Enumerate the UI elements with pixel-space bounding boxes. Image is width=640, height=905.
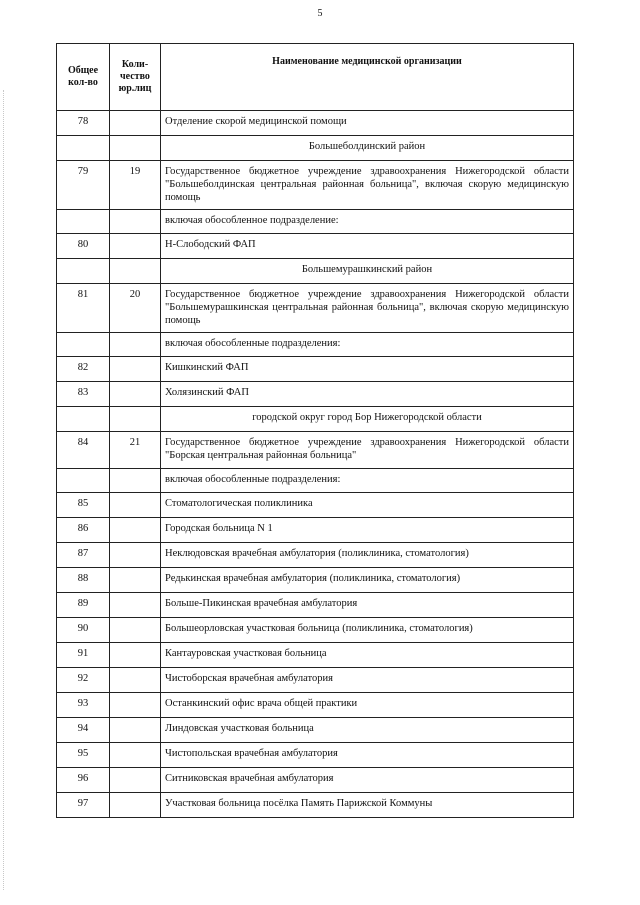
table-row [57, 469, 574, 493]
cell-organization-name: Государственное бюджетное учреждение здравоохранения Нижегородской области "Большеболдинская центральная районная больница", включая скорую медицинскую помощь [161, 161, 574, 210]
cell-legal-entities [110, 668, 161, 693]
cell-organization-name: Стоматологическая поликлиника [161, 493, 574, 518]
cell-total-count: 97 [57, 793, 110, 818]
table-row [57, 234, 574, 259]
cell-legal-entities [110, 357, 161, 382]
cell-total-count: 92 [57, 668, 110, 693]
cell-total-count: 79 [57, 161, 110, 210]
cell-total-count [57, 469, 110, 493]
page-number: 5 [317, 8, 323, 19]
table-row [57, 407, 574, 432]
cell-organization-name: Неклюдовская врачебная амбулатория (поликлиника, стоматология) [161, 543, 574, 568]
cell-organization-name: Государственное бюджетное учреждение здравоохранения Нижегородской области "Большемурашкинская центральная районная больница", включая скорую медицинскую помощь [161, 284, 574, 333]
cell-district-name: городской округ город Бор Нижегородской области [161, 407, 574, 432]
cell-legal-entities: 20 [110, 284, 161, 333]
table-row [57, 643, 574, 668]
cell-organization-name: Участковая больница посёлка Память Парижской Коммуны [161, 793, 574, 818]
table-row [57, 432, 574, 469]
cell-legal-entities: 21 [110, 432, 161, 469]
medical-organizations-table [56, 43, 574, 818]
cell-legal-entities [110, 111, 161, 136]
cell-legal-entities [110, 136, 161, 161]
cell-legal-entities [110, 469, 161, 493]
cell-legal-entities [110, 259, 161, 284]
cell-legal-entities [110, 743, 161, 768]
cell-total-count: 78 [57, 111, 110, 136]
cell-organization-name: Отделение скорой медицинской помощи [161, 111, 574, 136]
table-row [57, 793, 574, 818]
cell-organization-name: Н-Слободский ФАП [161, 234, 574, 259]
cell-total-count: 82 [57, 357, 110, 382]
scan-edge-mark [3, 90, 4, 890]
table-row [57, 768, 574, 793]
cell-total-count [57, 136, 110, 161]
cell-legal-entities [110, 407, 161, 432]
cell-organization-name: Останкинский офис врача общей практики [161, 693, 574, 718]
table-row [57, 718, 574, 743]
cell-total-count: 94 [57, 718, 110, 743]
cell-organization-name: Большеорловская участковая больница (поликлиника, стоматология) [161, 618, 574, 643]
table-row [57, 357, 574, 382]
header-legal-line-2: чество [120, 71, 150, 82]
table-row [57, 518, 574, 543]
cell-organization-name: Редькинская врачебная амбулатория (поликлиника, стоматология) [161, 568, 574, 593]
table-row [57, 743, 574, 768]
cell-district-name: Большеболдинский район [161, 136, 574, 161]
cell-total-count [57, 333, 110, 357]
cell-organization-name: Ситниковская врачебная амбулатория [161, 768, 574, 793]
table-row [57, 259, 574, 284]
header-legal-entities [110, 44, 161, 111]
table-body [57, 111, 574, 818]
table-row [57, 284, 574, 333]
header-row [57, 44, 574, 111]
table-row [57, 210, 574, 234]
cell-total-count: 83 [57, 382, 110, 407]
cell-legal-entities [110, 333, 161, 357]
cell-total-count: 88 [57, 568, 110, 593]
header-legal-line-1: Коли- [121, 59, 149, 70]
header-organization-name: Наименование медицинской организации [161, 44, 574, 111]
cell-legal-entities [110, 493, 161, 518]
table-row [57, 593, 574, 618]
cell-organization-name: Кантауровская участковая больница [161, 643, 574, 668]
header-total-line-1: Общее [67, 65, 99, 76]
cell-legal-entities [110, 793, 161, 818]
cell-organization-name: Городская больница N 1 [161, 518, 574, 543]
cell-legal-entities [110, 543, 161, 568]
cell-legal-entities [110, 568, 161, 593]
cell-total-count: 84 [57, 432, 110, 469]
cell-organization-name: включая обособленные подразделения: [161, 333, 574, 357]
header-legal-line-3: юр.лиц [118, 83, 152, 94]
table-row [57, 382, 574, 407]
table-row [57, 543, 574, 568]
table-row [57, 493, 574, 518]
cell-organization-name: Линдовская участковая больница [161, 718, 574, 743]
cell-legal-entities [110, 210, 161, 234]
cell-legal-entities [110, 718, 161, 743]
cell-organization-name: включая обособленные подразделения: [161, 469, 574, 493]
table-row [57, 333, 574, 357]
cell-total-count: 96 [57, 768, 110, 793]
header-total-count [57, 44, 110, 111]
cell-legal-entities [110, 234, 161, 259]
cell-legal-entities [110, 768, 161, 793]
cell-total-count [57, 259, 110, 284]
table-row [57, 618, 574, 643]
cell-total-count: 95 [57, 743, 110, 768]
table-header [57, 44, 574, 111]
table-row [57, 668, 574, 693]
cell-total-count: 91 [57, 643, 110, 668]
cell-total-count: 81 [57, 284, 110, 333]
cell-organization-name: Кишкинский ФАП [161, 357, 574, 382]
table-row [57, 136, 574, 161]
cell-legal-entities [110, 693, 161, 718]
cell-organization-name: включая обособленное подразделение: [161, 210, 574, 234]
cell-organization-name: Больше-Пикинская врачебная амбулатория [161, 593, 574, 618]
cell-legal-entities [110, 643, 161, 668]
cell-total-count: 87 [57, 543, 110, 568]
cell-total-count: 89 [57, 593, 110, 618]
table-row [57, 568, 574, 593]
cell-total-count: 80 [57, 234, 110, 259]
cell-legal-entities [110, 518, 161, 543]
cell-total-count: 86 [57, 518, 110, 543]
cell-legal-entities: 19 [110, 161, 161, 210]
table-row [57, 111, 574, 136]
cell-organization-name: Холязинский ФАП [161, 382, 574, 407]
cell-organization-name: Чистопольская врачебная амбулатория [161, 743, 574, 768]
cell-organization-name: Чистоборская врачебная амбулатория [161, 668, 574, 693]
cell-organization-name: Государственное бюджетное учреждение здравоохранения Нижегородской области "Борская центральная районная больница" [161, 432, 574, 469]
table-row [57, 693, 574, 718]
cell-district-name: Большемурашкинский район [161, 259, 574, 284]
cell-total-count: 90 [57, 618, 110, 643]
cell-legal-entities [110, 593, 161, 618]
cell-legal-entities [110, 618, 161, 643]
cell-total-count [57, 407, 110, 432]
table-row [57, 161, 574, 210]
cell-total-count [57, 210, 110, 234]
cell-total-count: 85 [57, 493, 110, 518]
cell-total-count: 93 [57, 693, 110, 718]
cell-legal-entities [110, 382, 161, 407]
header-total-line-2: кол-во [68, 77, 98, 88]
